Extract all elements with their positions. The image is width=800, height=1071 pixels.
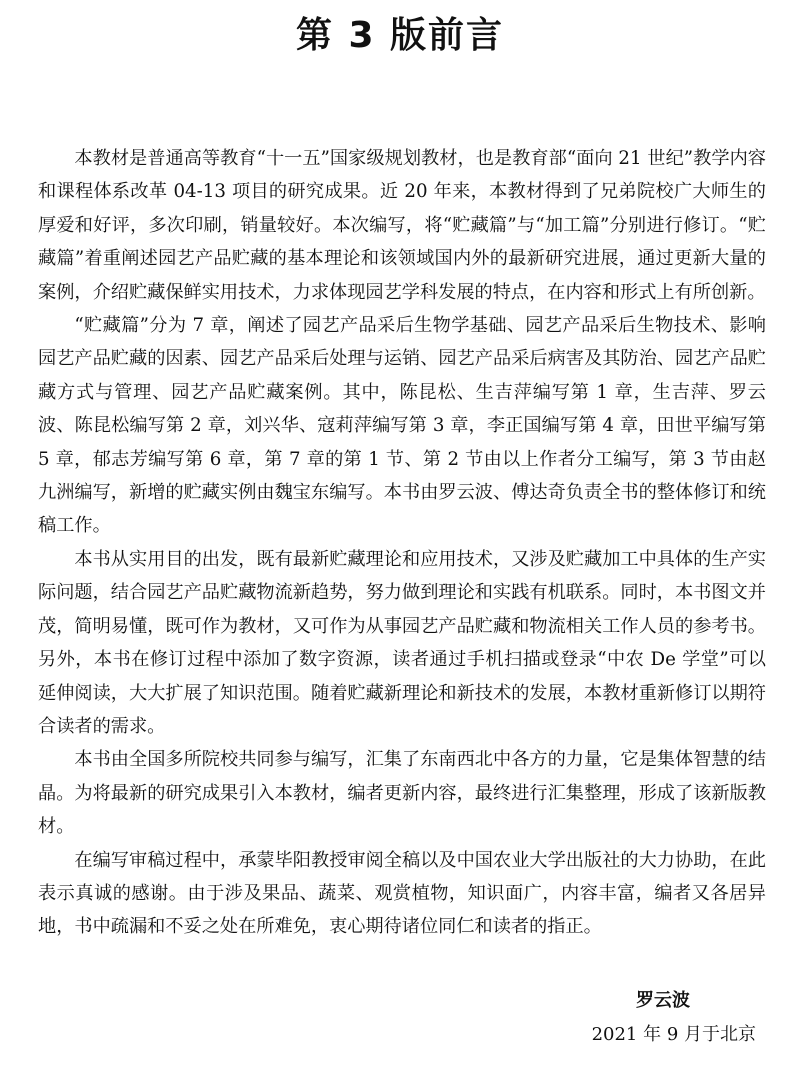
author-signature: 罗云波 <box>636 990 690 1011</box>
paragraph-5: 在编写审稿过程中，承蒙毕阳教授审阅全稿以及中国农业大学出版社的大力协助，在此表示真诚的感谢。由于涉及果品、蔬菜、观赏植物，知识面广，内容丰富，编者又各居异地，书中疏漏和不妥之处在所难免，衷心期待诸位同仁和读者的指正。 <box>38 849 766 938</box>
page-title: 第 3 版前言 <box>295 15 505 56</box>
preface-body <box>38 142 766 944</box>
paragraph-1: 本教材是普通高等教育“十一五”国家级规划教材，也是教育部“面向 21 世纪”教学内容和课程体系改革 04-13 项目的研究成果。近 20 年来，本教材得到了兄弟院校广大师生的厚爱和好评，多次印刷，销量较好。本次编写，将“贮藏篇”与“加工篇”分别进行修订。“贮藏篇”着重阐述园艺产品贮藏的基本理论和该领域国内外的最新研究进展，通过更新大量的案例，介绍贮藏保鲜实用技术，力求体现园艺学科发展的特点，在内容和形式上有所创新。 <box>38 148 766 303</box>
paragraph-3: 本书从实用目的出发，既有最新贮藏理论和应用技术，又涉及贮藏加工中具体的生产实际问题，结合园艺产品贮藏物流新趋势，努力做到理论和实践有机联系。同时，本书图文并茂，简明易懂，既可作为教材，又可作为从事园艺产品贮藏和物流相关工作人员的参考书。另外，本书在修订过程中添加了数字资源，读者通过手机扫描或登录“中农 De 学堂”可以延伸阅读，大大扩展了知识范围。随着贮藏新理论和新技术的发展，本教材重新修订以期符合读者的需求。 <box>38 548 766 737</box>
paragraph-4: 本书由全国多所院校共同参与编写，汇集了东南西北中各方的力量，它是集体智慧的结晶。为将最新的研究成果引入本教材，编者更新内容，最终进行汇集整理，形成了该新版教材。 <box>38 749 766 838</box>
paragraph-2: “贮藏篇”分为 7 章，阐述了园艺产品采后生物学基础、园艺产品采后生物技术、影响园艺产品贮藏的因素、园艺产品采后处理与运销、园艺产品采后病害及其防治、园艺产品贮藏方式与管理、园艺产品贮藏案例。其中，陈昆松、生吉萍编写第 1 章，生吉萍、罗云波、陈昆松编写第 2 章，刘兴华、寇莉萍编写第 3 章，李正国编写第 4 章，田世平编写第 5 章，郁志芳编写第 6 章，第 7 章的第 1 节、第 2 节由以上作者分工编写，第 3 节由赵九洲编写，新增的贮藏实例由魏宝东编写。本书由罗云波、傅达奇负责全书的整体修订和统稿工作。 <box>38 315 766 537</box>
date-place: 2021 年 9 月于北京 <box>591 1024 756 1045</box>
